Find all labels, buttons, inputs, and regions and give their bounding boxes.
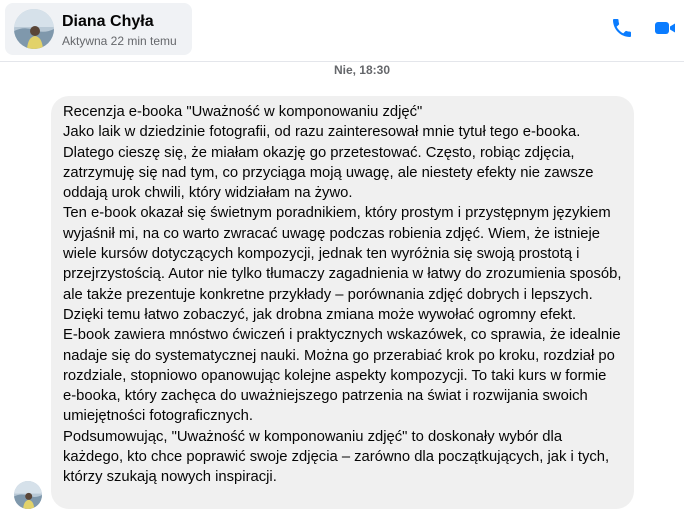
message-paragraph: Recenzja e-booka "Uważność w komponowaniu zdjęć" [63, 104, 423, 120]
message-paragraph: Jako laik w dziedzinie fotografii, od razu zainteresował mnie tytuł tego e-booka. Dlatego cieszę się, że miałam okazję go przetestować. Często, robiąc zdjęcia, zatrzymuję się nad tym, co przyciąga moją uwagę, ale niestety efekty nie zawsze oddają urok chwili, który widziałam na żywo. [63, 124, 594, 202]
contact-info[interactable] [5, 3, 192, 55]
sender-avatar[interactable] [14, 481, 42, 509]
phone-icon[interactable] [610, 16, 634, 40]
message-paragraph: Ten e-book okazał się świetnym poradnikiem, który prostym i przystępnym językiem wyjaśnił mi, na co warto zwracać uwagę podczas robienia zdjęć. Wiem, że istnieje wiele kursów dotyczących kompozycji, jednak ten wyróżnia się swoją prostotą i przejrzystością. Autor nie tylko tłumaczy zagadnienia w łatwy do zrozumienia sposób, ale także prezentuje konkretne przykłady – porównania zdjęć dobrych i lepszych. Dzięki temu łatwo zobaczyć, jak drobna zmiana może wywołać ogromny efekt. [63, 205, 622, 323]
message-bubble[interactable] [51, 96, 634, 509]
contact-avatar [14, 9, 54, 49]
message-timestamp: Nie, 18:30 [333, 63, 391, 77]
contact-status: Aktywna 22 min temu [62, 34, 177, 48]
video-camera-icon[interactable] [653, 16, 677, 40]
chat-header [0, 0, 684, 62]
message-paragraph: E-book zawiera mnóstwo ćwiczeń i praktycznych wskazówek, co sprawia, że idealnie nadaje się do systematycznej nauki. Można go przerabiać krok po kroku, rozdział po rozdziale, stopniowo opanowując kolejne aspekty kompozycji. To taki kurs w formie e-booka, który zachęca do uważniejszego patrzenia na świat i rozwijania swoich umiejętności fotograficznych. [63, 327, 621, 425]
contact-name: Diana Chyła [62, 13, 154, 30]
message-paragraph: Podsumowując, "Uważność w komponowaniu zdjęć" to doskonały wybór dla każdego, kto chce poprawić swoje zdjęcia – zarówno dla początkujących, jak i tych, którzy szukają nowych inspiracji. [63, 428, 610, 486]
